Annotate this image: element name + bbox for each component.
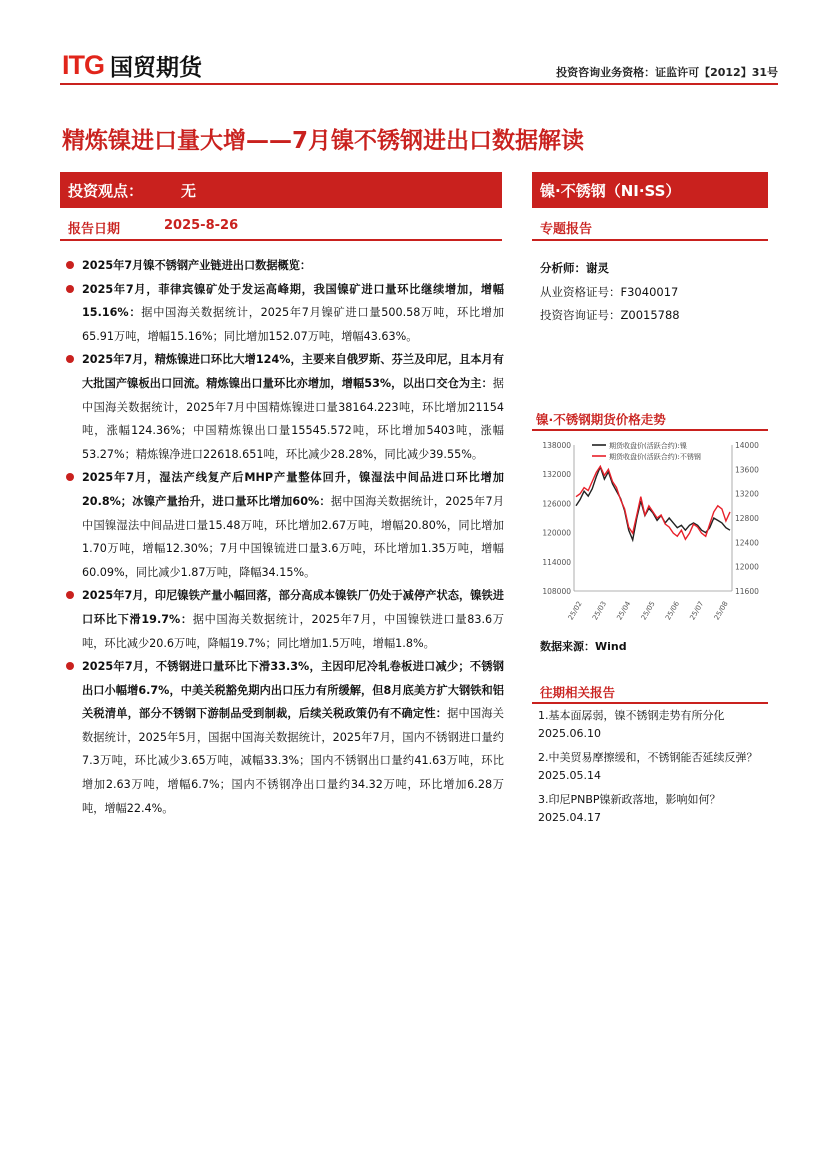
report-title: 精炼镍进口量大增——7月镍不锈钢进出口数据解读	[62, 128, 585, 154]
report-date-row	[60, 215, 502, 241]
bullet-bold: 2025年7月，湿法产线复产后MHP产量整体回升，镍湿法中间品进口环比增加20.8%；冰镍产量抬升，进口量环比增加60%：	[82, 471, 504, 508]
header-divider	[60, 83, 778, 85]
bullet-bold: 2025年7月，不锈钢进口量环比下滑33.3%，主因印尼冷轧卷板进口减少；不锈钢出口小幅增6.7%，中美关税豁免期内出口压力有所缓解，但8月底美方扩大钢铁和铝关税清单，部分不锈钢下游制品受到制裁，后续关税政策仍有不确定性：	[82, 660, 504, 721]
related-reports-title	[532, 680, 768, 704]
bullet-bold: 2025年7月，精炼镍进口环比大增124%，主要来自俄罗斯、芬兰及印尼，且本月有大批国产镍板出口回流。精炼镍出口量环比亦增加，增幅53%，以出口交仓为主：	[82, 353, 504, 390]
related-reports-label: 往期相关报告	[540, 685, 616, 700]
bullet-text: 据中国海关数据统计，2025年7月镍矿进口量500.58万吨，环比增加65.91万吨，增幅15.16%；同比增加152.07万吨，增幅43.63%。	[82, 306, 504, 343]
analyst-name: 分析师：谢灵	[540, 261, 609, 275]
y-right-tick-label: 13200	[735, 489, 759, 499]
y-right-tick-label: 14000	[735, 441, 759, 450]
bullet-text: 据中国海关数据统计，2025年7月，中国镍铁进口量83.6万吨，环比减少20.6万吨，降幅19.7%；同比增加1.5万吨，增幅1.8%。	[82, 612, 504, 650]
sector-label: 镍·不锈钢（NI·SS）	[540, 182, 681, 200]
y-right-tick-label: 12000	[735, 562, 759, 572]
report-type-row	[532, 215, 768, 241]
x-tick-label: 25/02	[566, 600, 584, 622]
bullet-bold: 2025年7月，菲律宾镍矿处于发运高峰期，我国镍矿进口量环比继续增加，增幅15.16%：	[82, 282, 504, 320]
list-item	[66, 466, 504, 584]
x-tick-label: 25/07	[688, 600, 706, 622]
list-item[interactable]	[538, 791, 758, 827]
y-right-tick-label: 12800	[735, 514, 759, 523]
list-item	[66, 278, 504, 349]
report-date-label: 报告日期	[68, 222, 121, 237]
investment-view-value: 无	[181, 182, 197, 200]
y-right-tick-label: 11600	[735, 587, 759, 596]
x-tick-label: 25/05	[639, 600, 657, 622]
related-report-text[interactable]: 3.印尼PNBP镍新政落地，影响如何？	[538, 793, 721, 806]
logo-name: 国贸期货	[110, 54, 202, 81]
x-tick-label: 25/03	[591, 600, 609, 622]
bullet-text: 据中国海关数据统计，2025年5月，国据中国海关数据统计，2025年7月，国内不锈钢进口量约7.3万吨，环比减少3.65万吨，减幅33.3%；国内不锈钢出口量约41.63万吨，环比增加2.63万吨，增幅6.7%；国内不锈钢净出口量约34.32万吨，环比增加6.28万吨，增幅22.4%。	[82, 707, 504, 815]
x-tick-label: 25/08	[712, 600, 730, 622]
list-item	[66, 254, 504, 278]
analyst-cert-2: 投资咨询证号：Z0015788	[540, 308, 680, 322]
y-left-tick-label: 132000	[542, 470, 571, 480]
logo-mark: ITG	[62, 49, 104, 80]
sector-bar	[532, 172, 768, 208]
bullet-icon	[66, 285, 74, 293]
x-tick-label: 25/04	[615, 600, 633, 622]
bullet-icon	[66, 473, 74, 481]
analyst-cert-1: 从业资格证号：F3040017	[540, 284, 679, 299]
y-left-tick-label: 114000	[542, 557, 571, 567]
bullet-bold: 2025年7月镍不锈钢产业链进出口数据概览：	[82, 259, 312, 272]
license-text: 投资咨询业务资格：证监许可【2012】31号	[556, 66, 778, 79]
y-right-tick-label: 12400	[735, 538, 759, 548]
chart-section-label: 镍·不锈钢期货价格走势	[536, 412, 666, 427]
related-report-date: 2025.04.17	[538, 811, 601, 824]
analyst-info	[540, 257, 770, 328]
legend-label: 期货收盘价(活跃合约):不锈钢	[609, 453, 701, 461]
bullet-text: 据中国海关数据统计，2025年7月中国镍湿法中间品进口量15.48万吨，环比增加2.67万吨，增幅20.80%，同比增加1.70万吨，增幅12.30%；7月中国镍锍进口量3.6万吨，环比增加1.35万吨，增幅60.09%，同比减少1.87万吨，降幅34.15%。	[82, 494, 505, 579]
bullet-icon	[66, 591, 74, 599]
related-report-text[interactable]: 2.中美贸易摩擦缓和，不锈钢能否延续反弹？	[538, 751, 758, 764]
chart-section-title	[532, 407, 768, 431]
data-source: 数据来源：Wind	[540, 640, 627, 653]
related-report-date: 2025.06.10	[538, 727, 601, 740]
y-left-tick-label: 138000	[542, 441, 571, 450]
series-line-stainless	[576, 466, 730, 539]
legend-label: 期货收盘价(活跃合约):镍	[609, 442, 687, 450]
y-left-tick-label: 120000	[542, 528, 571, 538]
bullet-bold: 2025年7月，印尼镍铁产量小幅回落，部分高成本镍铁厂仍处于减停产状态，镍铁进口环比下滑19.7%：	[82, 589, 504, 626]
y-left-tick-label: 108000	[542, 587, 571, 596]
bullet-icon	[66, 662, 74, 670]
price-chart	[534, 433, 770, 633]
series-line-nickel	[576, 467, 730, 540]
list-item	[66, 584, 504, 655]
bullet-icon	[66, 261, 74, 269]
related-reports-list	[538, 707, 758, 833]
investment-view-bar	[60, 172, 502, 208]
x-tick-label: 25/06	[664, 600, 682, 622]
related-report-date: 2025.05.14	[538, 769, 601, 782]
related-report-text[interactable]: 1.基本面孱弱，镍不锈钢走势有所分化	[538, 709, 725, 722]
bullet-text: 据中国海关数据统计，2025年7月中国精炼镍进口量38164.223吨，环比增加21154吨，涨幅124.36%；中国精炼镍出口量15545.572吨，环比增加5403吨，涨幅53.27%；精炼镍净进口22618.651吨，环比减少28.28%，同比减少39.55%。	[82, 376, 504, 461]
list-item[interactable]	[538, 707, 758, 743]
report-type-label: 专题报告	[540, 222, 593, 237]
y-right-tick-label: 13600	[735, 465, 759, 475]
bullet-icon	[66, 355, 74, 363]
key-points-list	[66, 254, 504, 820]
y-left-tick-label: 126000	[542, 499, 571, 509]
investment-view-label: 投资观点：	[68, 182, 144, 200]
list-item[interactable]	[538, 749, 758, 785]
company-logo	[62, 50, 202, 80]
report-date-value: 2025-8-26	[164, 218, 239, 233]
list-item	[66, 348, 504, 466]
list-item	[66, 655, 504, 820]
